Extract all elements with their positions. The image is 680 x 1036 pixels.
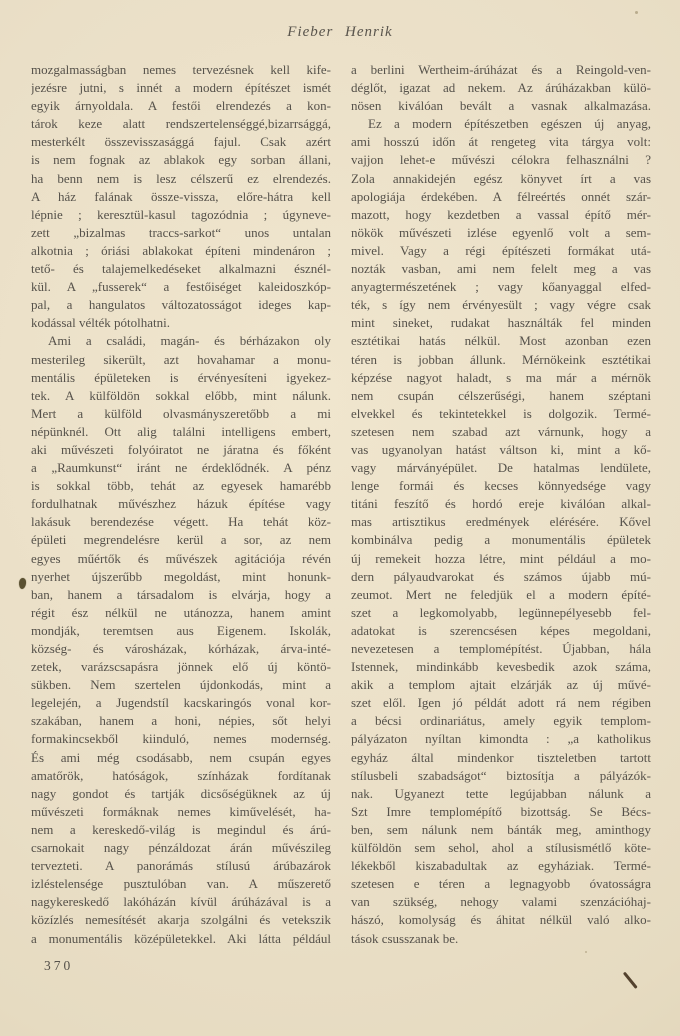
text-line: apologiája érdekében. A félreértés onnét szár- bbox=[351, 188, 651, 204]
text-line: épületi megrendelésre kerül a sor, az nem bbox=[31, 532, 331, 548]
text-line: vajjon lehet-e művészi célokra felhasználni ? bbox=[351, 152, 651, 168]
paper-speck bbox=[635, 11, 638, 14]
text-line: pályázaton nyíltan kimondta : „a katholikus bbox=[351, 731, 651, 747]
text-line: zeumot. Mert ne feledjük el a modern építé- bbox=[351, 586, 651, 602]
text-line: vagy márványépület. De hatalmas lendülete, bbox=[351, 460, 651, 476]
text-line: tárok keze alatt rendszertelenséggé,bizarrsággá, bbox=[31, 116, 331, 132]
text-line: képzése nagyot haladt, s ma már a mérnök bbox=[351, 369, 651, 385]
text-line: kombinálva pedig a monumentális épületek bbox=[351, 532, 651, 548]
text-line: lakásuk berendezése végett. Ha tehát köz- bbox=[31, 514, 331, 530]
text-line: a monumentális középületekkel. Aki látta például bbox=[31, 930, 331, 946]
text-line: alkotnia ; óriási ablakokat építeni mindenáron ; bbox=[31, 242, 331, 258]
text-line: művészeti formáknak nemes kiművelését, ha- bbox=[31, 803, 331, 819]
text-line: lenge formái és kecses könnyedsége vagy bbox=[351, 478, 651, 494]
text-line: A ház falának össze-vissza, előre-hátra kell bbox=[31, 188, 331, 204]
text-line: tások csusszanak be. bbox=[351, 930, 459, 946]
running-header-author: Fieber Henrik bbox=[287, 24, 393, 40]
text-line: mazott, hogy kezdetben a vassal építő mér- bbox=[351, 206, 651, 222]
text-line: vas ugyanolyan hatást váltson ki, mint a kő- bbox=[351, 441, 651, 457]
text-line: Ami a családi, magán- és bérházakon oly bbox=[48, 333, 331, 349]
text-line: mesterkélt összevisszasággá fajul. Csak azért bbox=[31, 134, 331, 150]
text-line: mentális épületeken is érvényesíteni igyekez- bbox=[31, 369, 331, 385]
text-line: szet a legkomolyabb, legünnepélyesebb fel- bbox=[351, 604, 651, 620]
text-line: szetesen e téren a legnagyobb óvatosságra bbox=[351, 876, 651, 892]
text-line: dern pályaudvarokat és számos újabb mú- bbox=[351, 568, 651, 584]
text-line: déglőt, igazat ad nekem. Az árúházakban külö- bbox=[351, 80, 651, 96]
text-line: esztétikai hatás nélkül. Most azonban ezen bbox=[351, 333, 651, 349]
text-line: Szt Imre templomépítő bizottság. Se Bécs- bbox=[351, 803, 651, 819]
text-line: ben, sem nálunk nem bánták meg, aminthogy bbox=[351, 821, 651, 837]
text-line: adatokat is szerencsésen képes megoldani, bbox=[351, 622, 651, 638]
text-line: község- és városházak, kórházak, árva-inté- bbox=[31, 641, 331, 656]
text-line: közízlés nemesítését akarja szolgálni és vetekszik bbox=[31, 912, 331, 928]
text-line: nem csupán célszerűségi, hanem széptani bbox=[351, 387, 651, 403]
text-line: nozták vasban, ami nem felelt meg a vas bbox=[351, 261, 651, 277]
text-line: nyerhet újszerűbb megoldást, mint honunk- bbox=[31, 568, 331, 584]
text-line: pal, a hangulatos változatosságot ideges kap- bbox=[31, 297, 331, 313]
text-line: nak. Ugyanezt tette legújabban nálunk a bbox=[351, 785, 651, 801]
page-number: 370 bbox=[44, 958, 74, 973]
text-line: a berlini Wertheim-árúházat és a Reingold-ven- bbox=[351, 62, 651, 77]
text-line: téren is jobban állunk. Mérnökeink esztétikai bbox=[351, 351, 651, 367]
text-line: Istennek, mindinkább kevesbedik azok száma, bbox=[351, 659, 651, 675]
text-line: van szükség, nehogy valami szenzációhaj- bbox=[351, 894, 651, 910]
text-line: egyház által mindenkor tiszteletben tartott bbox=[351, 749, 651, 765]
text-line: lékekből kiszabadultak az egyháziak. Termé- bbox=[351, 858, 651, 874]
pen-mark-artifact bbox=[623, 972, 638, 989]
text-line: mint sineket, rudakat használták fel minden bbox=[351, 315, 651, 331]
text-line: ami hosszú időn át rengeteg vita tárgya volt: bbox=[351, 134, 651, 150]
text-line: új remekeit hozza létre, mint például a mo- bbox=[351, 550, 651, 566]
text-line: aki művészeti folyóiratot ne járatna és főként bbox=[31, 441, 331, 457]
text-line: Zola annakidején egész könyvet írt a vas bbox=[351, 170, 651, 186]
text-line: ban, hanem a társadalom is elvárja, hogy a bbox=[31, 586, 331, 602]
text-line: jezésre jutni, s innét a modern építészet ismét bbox=[31, 80, 331, 96]
text-line: kül. A „fusserek“ a festőiséget kaleidoszkóp- bbox=[31, 279, 331, 295]
ink-blot-artifact bbox=[18, 578, 26, 590]
text-line: nagykereskedő lakóházán kívül árúházával is a bbox=[31, 894, 331, 910]
text-line: Ez a modern építészetben egészen új anyag, bbox=[368, 116, 651, 132]
text-line: akik a templom ajtait elzárják az új művé- bbox=[351, 677, 651, 693]
text-line: anyagtermészetének ; vagy kőanyaggal elfed- bbox=[351, 279, 651, 295]
text-line: nösen kiválóan bevált a vasnak alkalmazása. bbox=[351, 98, 651, 114]
text-line: külföldön sem sehol, ahol a stílusismétlő köte- bbox=[351, 840, 651, 856]
text-line: népünknél. Ott alig találni intelligens embert, bbox=[31, 423, 331, 439]
text-line: mondják, teremtsen aus Eigenem. Iskolák, bbox=[31, 622, 331, 638]
text-line: zetek, varázscsapásra jönnek elő új köntö- bbox=[31, 659, 331, 675]
text-line: sükben. Nem szertelen újdonkodás, mint a bbox=[31, 677, 331, 693]
text-line: tervezteti. A panorámás stílusú árúbazárok bbox=[31, 858, 331, 874]
text-line: is sokkal több, tehát az egyesek hamarébb bbox=[31, 478, 331, 494]
text-line: kodással vélték pótolhatni. bbox=[31, 315, 171, 331]
text-line: hászó, komolyság és áhitat nélkül való alko- bbox=[351, 912, 651, 928]
text-line: Mert a külföld olvasmányszeretőbb a mi bbox=[31, 405, 331, 421]
text-line: lépnie ; keresztül-kasul tagozódnia ; úgyneve- bbox=[31, 206, 331, 222]
text-line: tek. A külföldön sokkal előbb, mint nálunk. bbox=[31, 387, 331, 403]
text-line: amatőrök, hatóságok, színházak fordítanak bbox=[31, 767, 331, 783]
text-line: szakában, hanem a honi, népies, sőt helyi bbox=[31, 713, 331, 729]
text-line: tető- és talajemelkedéseket alkalmazni észnél- bbox=[31, 261, 331, 277]
text-line: nem a kereskedő-világ is megindul és árú- bbox=[31, 821, 331, 837]
text-line: nagy gondot és tartják dicsőségüknek az új bbox=[31, 785, 331, 801]
text-line: izléstelensége pusztulóban van. A műszerető bbox=[31, 876, 331, 892]
text-line: elvekkel és tekintetekkel is dolgozik. Termé- bbox=[351, 405, 651, 421]
text-line: mas artisztikus eredmények elérésére. Kővel bbox=[351, 514, 651, 530]
text-line: És ami még csodásabb, nem csupán egyes bbox=[31, 749, 331, 765]
text-line: régit ész nélkül ne utánozza, hanem amint bbox=[31, 604, 331, 620]
text-line: mozgalmasságban nemes tervezésnek kell kife- bbox=[31, 62, 331, 77]
text-column-left bbox=[31, 61, 331, 948]
text-line: mesterileg sikerült, azt hovahamar a monu- bbox=[31, 351, 331, 367]
text-line: legelején, a Jugendstíl kacskaringós vonal kor- bbox=[31, 695, 331, 711]
text-line: titáni feszítő és hordó ereje kiválóan alkal- bbox=[351, 496, 651, 512]
text-line: fordulhatnak művészhez házuk építése vagy bbox=[31, 496, 331, 512]
text-line: stílusbeli szabadságot“ biztosítja a pályázók- bbox=[351, 767, 651, 783]
text-line: a bécsi ordinariátus, amely egyik templom- bbox=[351, 713, 651, 729]
text-line: a „Raumkunst“ iránt ne érdeklődnék. A pénz bbox=[31, 460, 331, 476]
text-line: csarnokait nagy pénzáldozat árán művészileg bbox=[31, 840, 331, 856]
text-line: zett „bizalmas traccs-sarkot“ unos untalan bbox=[31, 224, 331, 240]
text-column-right bbox=[351, 61, 651, 948]
text-line: is nem fognak az ablakok egy sorban állani, bbox=[31, 152, 331, 168]
text-line: nevezetesen a templomépítést. Újabban, hála bbox=[351, 641, 651, 656]
text-line: ha benn nem is lesz célszerű ez elrendezés. bbox=[31, 170, 331, 186]
text-line: nökök művészeti izlése egyenlő volt a sem- bbox=[351, 224, 651, 240]
text-line: mivel. Vagy a régi építészeti formákat utá- bbox=[351, 242, 651, 258]
text-line: formakincsekből kiinduló, nemes modernség. bbox=[31, 731, 331, 747]
text-line: szet elől. Igen jó példát adott rá nem régiben bbox=[351, 695, 651, 711]
text-line: ték, s így nem érvényesült ; vagy végre csak bbox=[351, 297, 651, 313]
text-line: szetesen nem szabad azt várnunk, hogy a bbox=[351, 423, 651, 439]
text-line: egyes műértők és művészek agitációja révén bbox=[31, 550, 331, 566]
text-line: egyik árnyoldala. A festői elrendezés a kon- bbox=[31, 98, 331, 114]
paper-speck bbox=[585, 951, 587, 953]
